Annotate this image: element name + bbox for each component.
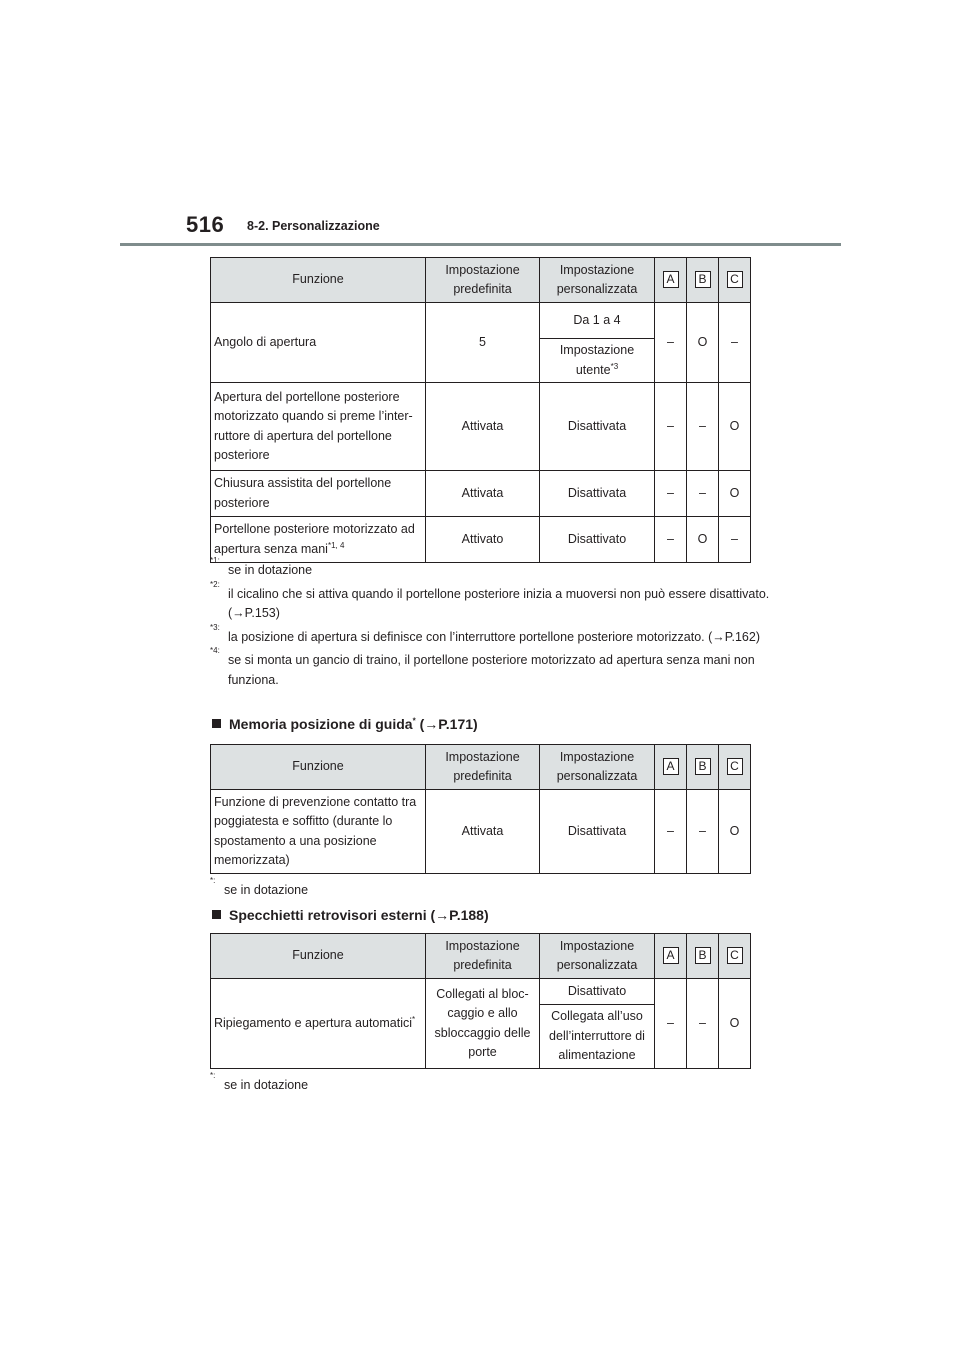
footnote: *3: la posizione di apertura si definisce con l’interruttore portellone posteriore motorizzato. (→P.162) [210,622,760,644]
cell-custom: Disattivata [540,790,655,874]
table-row [211,979,751,1005]
cell-custom: Disattivato [540,517,655,563]
cell-funzione: Chiusura assistita del portellone posteriore [211,471,426,517]
col-header-custom: Impostazione personalizzata [540,745,655,790]
cell-custom: Impostazione utente$^{*3}$ [540,339,655,383]
cell-default: 5 [426,303,540,383]
cell-c: O [719,383,751,471]
cell-a: – [655,979,687,1069]
col-header-c: C [719,934,751,979]
col-header-a: A [655,258,687,303]
cell-custom: Da 1 a 4 [540,303,655,339]
cell-custom: Disattivata [540,471,655,517]
cell-default: Attivata [426,471,540,517]
footnote: *: se in dotazione [210,1071,309,1092]
subsection-heading-driving-position-memory: Memoria posizione di guida* (→P.171) [212,716,478,732]
col-header-b: B [687,745,719,790]
footnote: *1: se in dotazione [210,556,313,577]
cell-default: Collegati al bloc-caggio e allo sbloccaggio delle porte [426,979,540,1069]
customization-table-driving-position [210,744,751,874]
cell-custom: Disattivata [540,383,655,471]
table-row [211,517,751,563]
cell-b: O [687,303,719,383]
footnote: *: se in dotazione [210,876,309,897]
table2-footnotes [210,876,770,905]
cell-a: – [655,790,687,874]
cell-a: – [655,517,687,563]
col-header-default: Impostazione predefinita [426,258,540,303]
table-header-row [211,745,751,790]
cell-default: Attivato [426,517,540,563]
cell-b: – [687,471,719,517]
col-header-a: A [655,934,687,979]
col-header-funzione: Funzione [211,934,426,979]
header-rule [120,243,841,246]
col-header-default: Impostazione predefinita [426,934,540,979]
col-header-funzione: Funzione [211,258,426,303]
cell-funzione: Portellone posteriore motorizzato ad apertura senza mani$^{*1, 4}$ [211,517,426,563]
table-row [211,471,751,517]
col-header-default: Impostazione predefinita [426,745,540,790]
table-header-row [211,934,751,979]
col-header-c: C [719,258,751,303]
cell-funzione: Funzione di prevenzione contatto tra poggiatesta e soffitto (durante lo spostamento a una posizione memorizzata) [211,790,426,874]
cell-b: O [687,517,719,563]
cell-a: – [655,471,687,517]
table3-footnotes [210,1071,770,1100]
bullet-square-icon [212,910,221,919]
cell-b: – [687,979,719,1069]
cell-a: – [655,383,687,471]
cell-c: – [719,303,751,383]
bullet-square-icon [212,719,221,728]
col-header-custom: Impostazione personalizzata [540,258,655,303]
cell-funzione: Ripiegamento e apertura automatici* [211,979,426,1069]
cell-custom: Disattivato [540,979,655,1005]
table-row [211,790,751,874]
table-row [211,303,751,339]
section-title: 8-2. Personalizzazione [247,219,380,233]
cell-a: – [655,303,687,383]
subsection-heading-outside-mirrors: Specchietti retrovisori esterni (→P.188) [212,907,489,923]
page-number: 516 [186,212,225,237]
cell-c: – [719,517,751,563]
col-header-funzione: Funzione [211,745,426,790]
table1-footnotes [210,556,770,694]
cell-custom: Collegata all’uso dell’interruttore di alimentazione [540,1005,655,1069]
cell-b: – [687,383,719,471]
cell-funzione: Apertura del portellone posteriore motorizzato quando si preme l’inter-ruttore di apertura del portellone posteriore [211,383,426,471]
col-header-custom: Impostazione personalizzata [540,934,655,979]
table-header-row [211,258,751,303]
footnote: *4: se si monta un gancio di traino, il portellone posteriore motorizzato ad apertura senza mani non funziona. [210,646,755,687]
footnote: *2: il cicalino che si attiva quando il portellone posteriore inizia a muoversi non può essere disattivato. (→P.153) [210,579,770,620]
cell-default: Attivata [426,383,540,471]
table-row [211,383,751,471]
col-header-c: C [719,745,751,790]
cell-c: O [719,979,751,1069]
cell-funzione: Angolo di apertura [211,303,426,383]
cell-default: Attivata [426,790,540,874]
customization-table-tailgate [210,257,751,563]
cell-c: O [719,790,751,874]
customization-table-mirrors [210,933,751,1069]
cell-c: O [719,471,751,517]
col-header-b: B [687,934,719,979]
cell-b: – [687,790,719,874]
col-header-b: B [687,258,719,303]
col-header-a: A [655,745,687,790]
